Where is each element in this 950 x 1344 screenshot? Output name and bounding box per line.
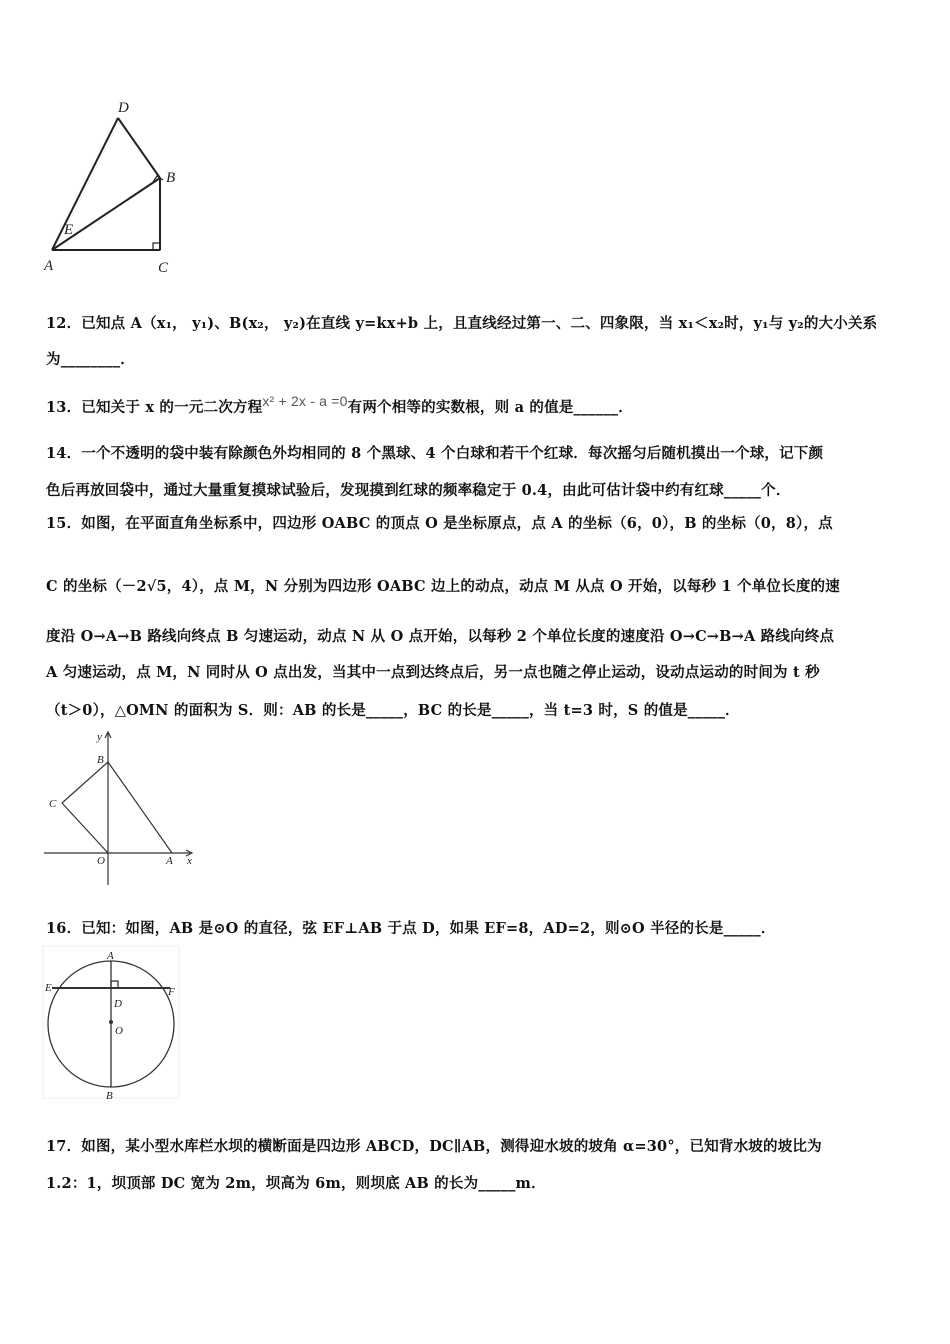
label-a: A xyxy=(44,258,54,274)
label-b: B xyxy=(166,170,176,186)
segment-db xyxy=(118,118,160,178)
figure-triangle-abcd xyxy=(40,95,200,285)
center-point xyxy=(109,1020,113,1024)
label-e: E xyxy=(64,222,74,238)
label-e: E xyxy=(45,982,52,994)
q15-line2: C 的坐标（－2√5，4），点 M，N 分别为四边形 OABC 边上的动点，动点 M 从点 O 开始，以每秒 1 个单位长度的速 xyxy=(46,578,840,595)
q15-line3: 度沿 O→A→B 路线向终点 B 匀速运动，动点 N 从 O 点开始，以每秒 2 个单位长度的速度沿 O→C→B→A 路线向终点 xyxy=(46,628,835,645)
figure-circle xyxy=(42,945,182,1105)
q17-line2: 1.2：1，坝顶部 DC 宽为 2m，坝高为 6m，则坝底 AB 的长为_____m． xyxy=(46,1175,546,1192)
q15-line1: 15．如图，在平面直角坐标系中，四边形 OABC 的顶点 O 是坐标原点，点 A 的坐标（6，0），B 的坐标（0，8），点 xyxy=(46,515,833,532)
label-a: A xyxy=(166,855,173,867)
segment-ad xyxy=(52,118,118,250)
segment-ba xyxy=(108,762,172,853)
label-o: O xyxy=(97,855,105,867)
segment-ab xyxy=(52,178,160,250)
label-c: C xyxy=(49,798,57,810)
q16-line1: 16．已知：如图，AB 是⊙O 的直径，弦 EF⊥AB 于点 D，如果 EF=8，AD=2，则⊙O 半径的长是_____． xyxy=(46,920,776,937)
label-d: D xyxy=(118,100,129,116)
label-x: x xyxy=(187,855,192,867)
q13-equation: x² + 2x - a =0 xyxy=(262,393,348,409)
label-c: C xyxy=(158,260,169,276)
label-a: A xyxy=(107,950,114,962)
segment-bc xyxy=(62,762,108,803)
label-b: B xyxy=(97,754,104,766)
q13-before: 13．已知关于 x 的一元二次方程 xyxy=(46,399,263,416)
label-f: F xyxy=(168,986,175,998)
q14-line1: 14．一个不透明的袋中装有除颜色外均相同的 8 个黑球、4 个白球和若干个红球．每次摇匀后随机摸出一个球，记下颜 xyxy=(46,445,824,462)
q12-line2: 为________． xyxy=(46,351,135,368)
q13-after: 有两个相等的实数根，则 a 的值是______． xyxy=(347,399,633,416)
q15-line5: （t＞0），△OMN 的面积为 S．则：AB 的长是_____，BC 的长是_____，当 t=3 时，S 的值是_____． xyxy=(46,702,740,719)
label-b: B xyxy=(106,1090,113,1102)
right-angle-d xyxy=(111,981,118,988)
q17-line1: 17．如图，某小型水库栏水坝的横断面是四边形 ABCD，DC∥AB，测得迎水坡的坡角 α=30°，已知背水坡的坡比为 xyxy=(46,1138,822,1155)
q12-line1: 12．已知点 A（x₁， y₁)、B(x₂， y₂)在直线 y=kx+b 上，且直线经过第一、二、四象限，当 x₁＜x₂时，y₁与 y₂的大小关系 xyxy=(46,315,878,332)
q15-line4: A 匀速运动，点 M，N 同时从 O 点出发，当其中一点到达终点后，另一点也随之停止运动，设动点运动的时间为 t 秒 xyxy=(46,664,820,681)
q14-line2: 色后再放回袋中，通过大量重复摸球试验后，发现摸到红球的频率稳定于 0.4，由此可估计袋中约有红球_____个． xyxy=(46,482,791,499)
q13-line xyxy=(46,393,633,417)
label-o: O xyxy=(115,1025,123,1037)
figure-coordinate-oabc xyxy=(40,725,210,890)
label-y: y xyxy=(97,731,102,743)
segment-co xyxy=(62,803,108,853)
right-angle-c xyxy=(153,243,160,250)
label-d: D xyxy=(114,998,122,1010)
